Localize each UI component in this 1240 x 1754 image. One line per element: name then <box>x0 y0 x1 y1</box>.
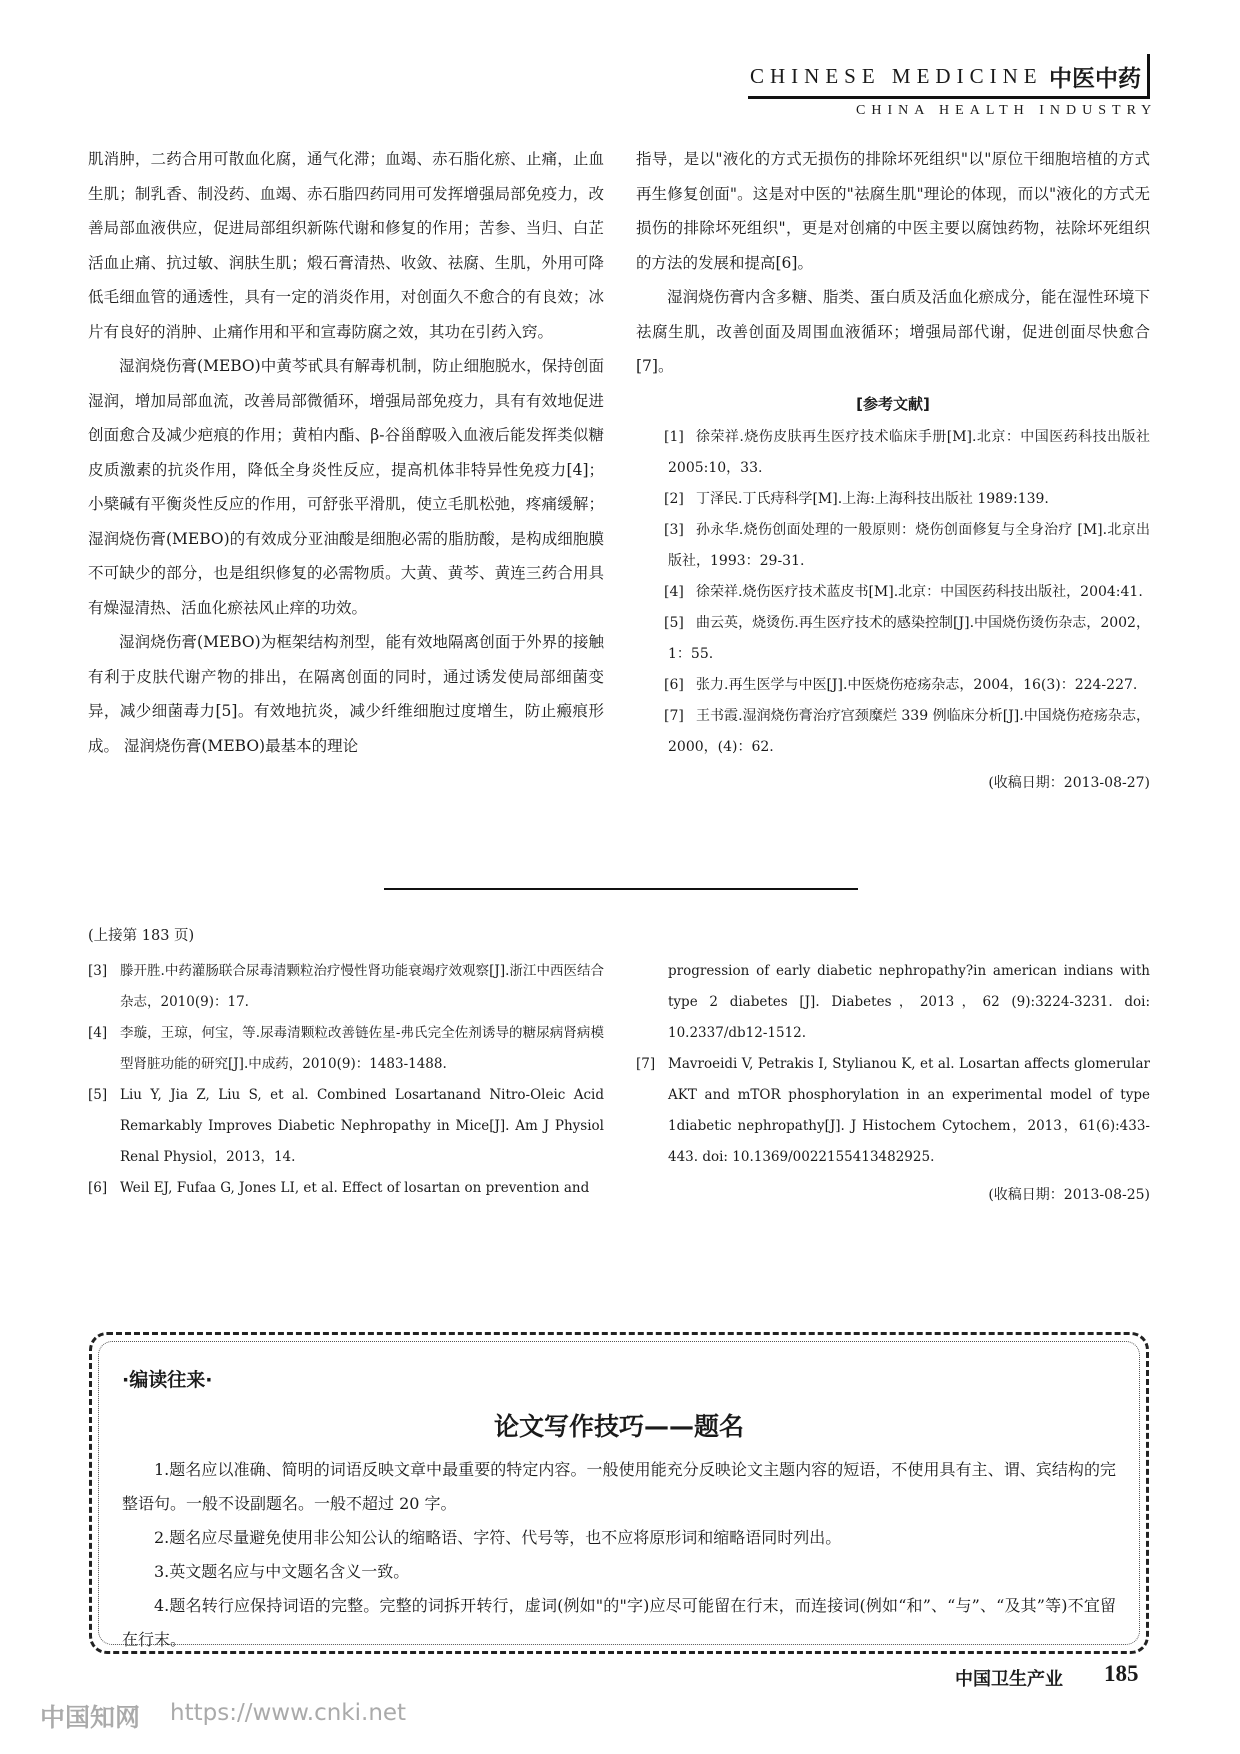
reference-number: [2] <box>664 490 684 507</box>
reference-text: 徐荣祥.烧伤皮肤再生医疗技术临床手册[M].北京：中国医药科技出版社2005:10，33. <box>668 428 1150 476</box>
continued-right-column <box>636 956 1150 1213</box>
body-paragraph: 湿润烧伤膏(MEBO)为框架结构剂型，能有效地隔离创面于外界的接触有利于皮肤代谢产物的排出，在隔离创面的同时，通过诱发使局部细菌变异，减少细菌毒力[5]。有效地抗炎，减少纤维细胞过度增生，防止瘢痕形成。 湿润烧伤膏(MEBO)最基本的理论 <box>88 633 604 755</box>
reference-number: [7] <box>664 707 684 724</box>
reference-text: 王书霞.湿润烧伤膏治疗宫颈糜烂 339 例临床分析[J].中国烧伤疮疡杂志，2000，(4)：62. <box>668 707 1150 755</box>
journal-subtitle-en: CHINA HEALTH INDUSTRY <box>856 103 1158 118</box>
editorial-box <box>89 1332 1149 1654</box>
box-item: 2.题名应尽量避免使用非公知公认的缩略语、字符、代号等，也不应将原形词和缩略语同时列出。 <box>154 1528 842 1547</box>
reference-text: 李璇，王琼，何宝，等.尿毒清颗粒改善链佐星-弗氏完全佐剂诱导的糖尿病肾病模型肾脏功能的研究[J].中成药，2010(9)：1483-1488. <box>120 1025 604 1072</box>
article-left-column <box>88 142 604 763</box>
references-heading: [参考文献] <box>856 394 930 413</box>
body-paragraph: 湿润烧伤膏内含多糖、脂类、蛋白质及活血化瘀成分，能在湿性环境下祛腐生肌，改善创面及周围血液循环；增强局部代谢，促进创面尽快愈合[7]。 <box>636 288 1150 375</box>
reference-number: [6] <box>664 676 684 693</box>
reference-item <box>636 701 1150 763</box>
reference-text: 张力.再生医学与中医[J].中医烧伤疮疡杂志，2004，16(3)：224-227. <box>696 676 1138 693</box>
reference-item <box>636 484 1150 515</box>
box-section-label: ·编读往来· <box>122 1369 213 1391</box>
watermark-url: https://www.cnki.net <box>170 1700 407 1726</box>
journal-section-cn: 中医中药 <box>1049 66 1141 92</box>
body-paragraph: 湿润烧伤膏(MEBO)中黄芩甙具有解毒机制，防止细胞脱水，保持创面湿润，增加局部血流，改善局部微循环，增强局部免疫力，具有有效地促进创面愈合及减少疤痕的作用；黄柏内酯、β-谷甾醇吸入血液后能发挥类似糖皮质激素的抗炎作用，降低全身炎性反应，提高机体非特异性免疫力[4]；小檗碱有平衡炎性反应的作用，可舒张平滑肌，使立毛肌松弛，疼痛缓解；湿润烧伤膏(MEBO)的有效成分亚油酸是细胞必需的脂肪酸，是构成细胞膜不可缺少的部分，也是组织修复的必需物质。大黄、黄芩、黄连三药合用具有燥湿清热、活血化瘀祛风止痒的功效。 <box>88 357 604 617</box>
body-paragraph: 肌消肿，二药合用可散血化腐，通气化滞；血竭、赤石脂化瘀、止痛，止血生肌；制乳香、制没药、血竭、赤石脂四药同用可发挥增强局部免疫力，改善局部血液供应，促进局部组织新陈代谢和修复的作用；苦参、当归、白芷活血止痛、抗过敏、润肤生肌；煅石膏清热、收敛、祛腐、生肌，外用可降低毛细血管的通透性，具有一定的消炎作用，对创面久不愈合的有良效；冰片有良好的消肿、止痛作用和平和宣毒防腐之效，其功在引药入窍。 <box>88 150 604 341</box>
reference-item <box>88 1173 604 1204</box>
reference-item <box>88 1080 604 1173</box>
reference-item <box>636 422 1150 484</box>
reference-number: [1] <box>664 428 684 445</box>
reference-item <box>636 608 1150 670</box>
received-date: (收稿日期：2013-08-27) <box>988 774 1150 791</box>
reference-number: [3] <box>88 963 108 979</box>
continued-note: (上接第 183 页) <box>88 928 195 944</box>
reference-text: 徐荣祥.烧伤医疗技术蓝皮书[M].北京：中国医药科技出版社，2004:41. <box>696 583 1143 600</box>
journal-header <box>748 56 1148 98</box>
reference-text: progression of early diabetic nephropathy?in american indians with type 2 diabetes [J]. Diabetes，2013，62 (9):3224-3231. doi: 10.2337/db12-1512. <box>668 963 1150 1041</box>
page-number: 185 <box>1104 1661 1139 1686</box>
reference-item <box>88 956 604 1018</box>
reference-number: [5] <box>88 1087 108 1103</box>
box-body <box>122 1453 1116 1657</box>
watermark-logo: 中国知网 <box>40 1703 141 1732</box>
reference-number: [7] <box>636 1056 656 1072</box>
reference-item <box>636 577 1150 608</box>
reference-text: Mavroeidi V, Petrakis I, Stylianou K, et al. Losartan affects glomerular AKT and mTOR phosphorylation in an experimental model of type 1diabetic nephropathy[J]. J Histochem Cytochem，2013，61(6):433-443. doi: 10.1369/0022155413482925. <box>668 1056 1150 1165</box>
reference-item <box>88 1018 604 1080</box>
article-right-column <box>636 142 1150 803</box>
reference-number: [3] <box>664 521 684 538</box>
journal-name-en: CHINESE MEDICINE <box>750 64 1043 88</box>
reference-item <box>636 515 1150 577</box>
reference-text: 曲云英，烧烫伤.再生医疗技术的感染控制[J].中国烧伤烫伤杂志，2002，1：55. <box>668 614 1150 662</box>
reference-text: 丁泽民.丁氏痔科学[M].上海:上海科技出版社 1989:139. <box>696 490 1049 507</box>
reference-item <box>636 956 1150 1049</box>
reference-item <box>636 1049 1150 1173</box>
reference-number: [6] <box>88 1180 108 1196</box>
reference-item <box>636 670 1150 701</box>
reference-text: 滕开胜.中药灌肠联合尿毒清颗粒治疗慢性肾功能衰竭疗效观察[J].浙江中西医结合杂志，2010(9)：17. <box>120 963 604 1010</box>
reference-number: [5] <box>664 614 684 631</box>
reference-text: 孙永华.烧伤创面处理的一般原则：烧伤创面修复与全身治疗 [M].北京出版社，1993：29-31. <box>668 521 1150 569</box>
reference-number: [4] <box>664 583 684 600</box>
continued-left-column <box>88 956 604 1204</box>
header-vertical-rule <box>1147 54 1150 97</box>
box-item: 1.题名应以准确、简明的词语反映文章中最重要的特定内容。一般使用能充分反映论文主题内容的短语，不使用具有主、谓、宾结构的完整语句。一般不设副题名。一般不超过 20 字。 <box>122 1460 1116 1513</box>
body-paragraph: 指导，是以"液化的方式无损伤的排除坏死组织"以"原位干细胞培植的方式再生修复创面"。这是对中医的"祛腐生肌"理论的体现，而以"液化的方式无损伤的排除坏死组织"，更是对创痛的中医主要以腐蚀药物，祛除坏死组织的方法的发展和提高[6]。 <box>636 150 1150 272</box>
box-item: 3.英文题名应与中文题名含义一致。 <box>154 1562 410 1581</box>
footer-journal-name: 中国卫生产业 <box>955 1669 1063 1690</box>
box-title: 论文写作技巧——题名 <box>493 1412 744 1441</box>
header-rule <box>748 96 1150 99</box>
reference-text: Weil EJ, Fufaa G, Jones LI, et al. Effect of losartan on prevention and <box>120 1180 590 1196</box>
box-item: 4.题名转行应保持词语的完整。完整的词拆开转行，虚词(例如"的"字)应尽可能留在行末，而连接词(例如“和”、“与”、“及其”等)不宜留在行末。 <box>122 1596 1116 1649</box>
reference-text: Liu Y, Jia Z, Liu S, et al. Combined Losartanand Nitro-Oleic Acid Remarkably Improves Diabetic Nephropathy in Mice[J]. Am J Physiol Renal Physiol，2013，14. <box>120 1087 604 1165</box>
references-list <box>636 422 1150 763</box>
reference-number: [4] <box>88 1025 108 1041</box>
section-divider <box>384 888 858 890</box>
received-date: (收稿日期：2013-08-25) <box>988 1187 1150 1203</box>
